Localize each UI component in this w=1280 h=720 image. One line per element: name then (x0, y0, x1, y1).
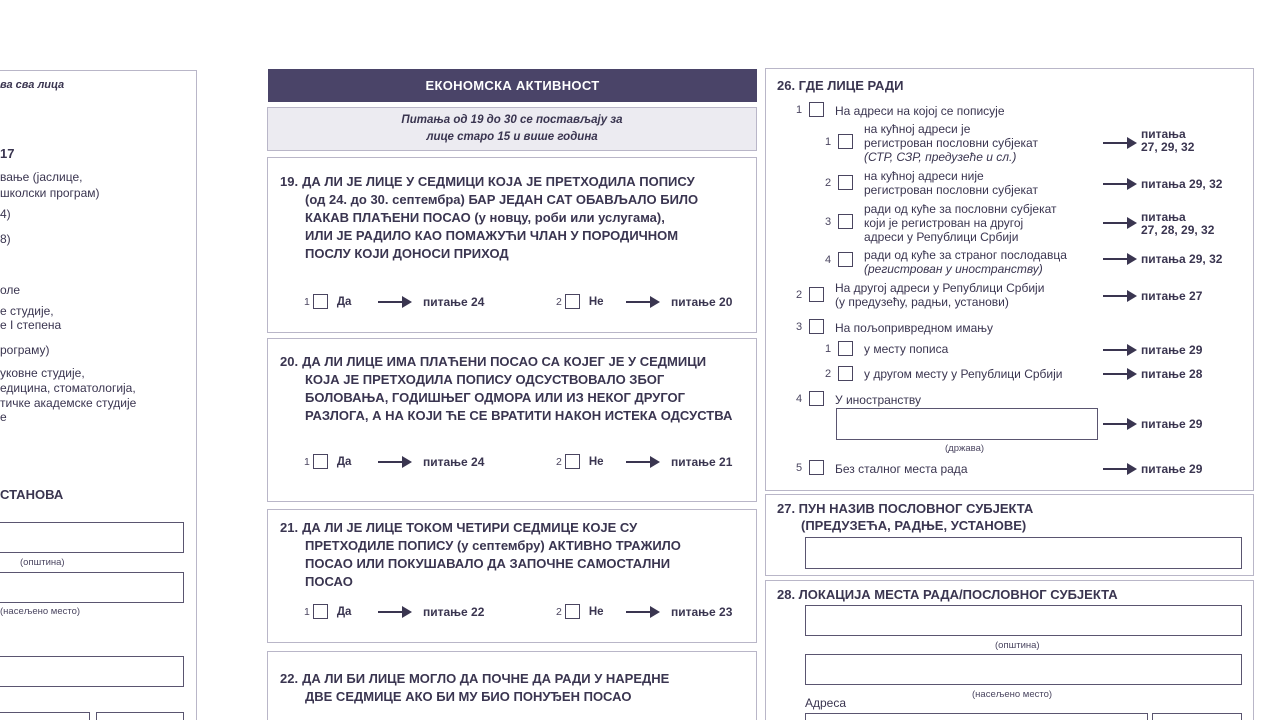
q26-opt5-checkbox[interactable] (809, 460, 824, 475)
question-line: ПРЕТХОДИЛЕ ПОПИСУ (у септембру) АКТИВНО ТРАЖИЛО (305, 538, 681, 553)
question-21-text (280, 519, 681, 591)
option-number: 4 (825, 254, 832, 266)
q26-opt3-label: На пољопривредном имању (835, 321, 993, 335)
left-section-title: СТАНОВА (0, 487, 64, 502)
label-line: адреси у Републици Србији (864, 230, 1019, 244)
business-name-input[interactable] (805, 537, 1242, 569)
option-number: 4 (796, 393, 803, 405)
question-26-title: 26. ГДЕ ЛИЦЕ РАДИ (777, 78, 904, 93)
address-input[interactable] (0, 656, 184, 687)
label-line: регистрован пословни субјекат (864, 183, 1038, 197)
option-label: Не (588, 605, 604, 618)
arrow-icon (1103, 463, 1137, 475)
left-text-fragment: е (0, 410, 7, 424)
q26-opt5-skip: питање 29 (1141, 462, 1203, 476)
question-line: ПОСАО ИЛИ ПОКУШАВАЛО ДА ЗАПОЧНЕ САМОСТАЛНИ (305, 556, 671, 571)
question-28-title: 28. ЛОКАЦИЈА МЕСТА РАДА/ПОСЛОВНОГ СУБЈЕКТА (777, 587, 1118, 602)
arrow-icon (1103, 137, 1137, 149)
question-line: КОЈА ЈЕ ПРЕТХОДИЛА ПОПИСУ ОДСУСТВОВАЛО ЗБОГ (305, 372, 665, 387)
q20-option-yes[interactable] (304, 454, 351, 469)
arrow-icon (1103, 344, 1137, 356)
left-heading-fragment: ва сва лица (0, 79, 65, 91)
left-text-fragment: школски програм) (0, 186, 100, 200)
work-municipality-label: (општина) (995, 640, 1040, 651)
q26-opt3-checkbox[interactable] (809, 319, 824, 334)
q26-opt1-3-label (864, 202, 1057, 244)
label-line: ради од куће за пословни субјекат (864, 202, 1057, 216)
question-line: ДА ЛИ ЛИЦЕ ИМА ПЛАЋЕНИ ПОСАО СА КОЈЕГ ЈЕ У СЕДМИЦИ (302, 354, 707, 369)
q26-opt1-1-label (864, 122, 1038, 164)
q26-opt2-skip: питање 27 (1141, 289, 1203, 303)
q19-yes-checkbox[interactable] (313, 294, 328, 309)
option-number: 3 (796, 321, 803, 333)
street-input[interactable] (0, 712, 90, 720)
q19-option-yes[interactable] (304, 294, 351, 309)
question-line: ДА ЛИ ЈЕ ЛИЦЕ У СЕДМИЦИ КОЈА ЈЕ ПРЕТХОДИЛА ПОПИСУ (302, 174, 695, 189)
left-text-fragment: е студије, (0, 304, 54, 318)
left-text-fragment: оле (0, 283, 21, 297)
option-number: 2 (556, 605, 562, 618)
municipality-label: (општина) (20, 557, 65, 568)
q26-opt1-3-checkbox[interactable] (838, 214, 853, 229)
settlement-input[interactable] (0, 572, 184, 603)
work-number-input[interactable] (1152, 713, 1242, 720)
q26-opt3-1-skip: питање 29 (1141, 343, 1203, 357)
option-number: 2 (556, 455, 562, 468)
label-line: који је регистрован на другој (864, 216, 1024, 230)
q26-opt1-label: На адреси на којој се пописује (835, 104, 1005, 118)
question-line: ДВЕ СЕДМИЦЕ АКО БИ МУ БИО ПОНУЂЕН ПОСАО (305, 689, 632, 704)
q26-opt3-2-skip: питање 28 (1141, 367, 1203, 381)
left-text-fragment: е I степена (0, 318, 62, 332)
work-settlement-input[interactable] (805, 654, 1242, 685)
q26-opt2-label (835, 281, 1044, 309)
question-27-title (777, 500, 1033, 534)
arrow-icon (626, 606, 660, 618)
q26-opt3-1-checkbox[interactable] (838, 341, 853, 356)
arrow-icon (1103, 178, 1137, 190)
municipality-input[interactable] (0, 522, 184, 553)
title-line: 27. ПУН НАЗИВ ПОСЛОВНОГ СУБЈЕКТА (777, 501, 1034, 516)
q26-opt1-checkbox[interactable] (809, 102, 824, 117)
q20-no-checkbox[interactable] (565, 454, 580, 469)
q26-opt1-4-skip: питања 29, 32 (1141, 252, 1223, 266)
question-line: ИЛИ ЈЕ РАДИЛО КАО ПОМАЖУЋИ ЧЛАН У ПОРОДИЧНОМ (305, 228, 679, 243)
skip-line: питања (1141, 127, 1186, 141)
option-label: Да (336, 295, 352, 308)
skip-line: питања (1141, 210, 1186, 224)
work-street-input[interactable] (805, 713, 1148, 720)
left-text-fragment: вање (јаслице, (0, 170, 83, 184)
option-number: 2 (556, 295, 562, 308)
option-number: 1 (304, 605, 310, 618)
left-number-fragment: 17 (0, 146, 15, 161)
country-label: (држава) (945, 443, 985, 454)
q26-opt1-4-checkbox[interactable] (838, 252, 853, 267)
q26-opt1-2-label (864, 169, 1038, 197)
label-line: на кућној адреси је (864, 122, 971, 136)
option-number: 5 (796, 462, 803, 474)
option-number: 1 (825, 136, 832, 148)
q21-no-checkbox[interactable] (565, 604, 580, 619)
q26-opt3-2-label: у другом месту у Републици Србији (864, 367, 1063, 381)
q26-opt5-label: Без сталног места рада (835, 462, 968, 476)
option-label: Да (336, 455, 352, 468)
question-line: ПОСАО (305, 574, 353, 589)
number-input[interactable] (96, 712, 184, 720)
left-text-fragment: уковне студије, (0, 366, 85, 380)
option-label: Да (336, 605, 352, 618)
label-line: на кућној адреси није (864, 169, 984, 183)
label-line: регистрован пословни субјекат (864, 136, 1038, 150)
question-number: 22. (280, 671, 299, 686)
left-text-fragment: 8) (0, 232, 11, 246)
q26-opt1-1-skip (1141, 128, 1194, 154)
q26-opt4-label: У иностранству (835, 393, 922, 407)
arrow-icon (378, 606, 412, 618)
label-line: ради од куће за страног послодавца (864, 248, 1067, 262)
question-line: ПОСЛУ КОЈИ ДОНОСИ ПРИХОД (305, 246, 509, 261)
q26-opt4-skip: питање 29 (1141, 417, 1203, 431)
instructions-line: лице старо 15 и више година (426, 131, 598, 143)
left-text-fragment: тичке академске студије (0, 396, 137, 410)
title-line: (ПРЕДУЗЕЋА, РАДЊЕ, УСТАНОВЕ) (801, 518, 1027, 533)
q21-yes-skip: питање 22 (423, 605, 485, 619)
question-number: 20. (280, 354, 299, 369)
q21-option-yes[interactable] (304, 604, 351, 619)
question-line: (од 24. до 30. септембра) БАР ЈЕДАН САТ ОБАВЉАЛО БИЛО (305, 192, 699, 207)
option-label: Не (588, 295, 604, 308)
option-number: 1 (825, 343, 832, 355)
q21-option-no[interactable] (556, 604, 604, 619)
arrow-icon (378, 296, 412, 308)
country-input[interactable] (836, 408, 1098, 440)
question-line: РАЗЛОГА, А НА КОЈИ ЋЕ СЕ ВРАТИТИ НАКОН ИСТЕКА ОДСУСТВА (305, 408, 733, 423)
left-form-panel (0, 70, 197, 720)
label-line: (СТР, СЗР, предузеће и сл.) (864, 150, 1017, 164)
option-number: 1 (304, 455, 310, 468)
q26-opt3-2-checkbox[interactable] (838, 366, 853, 381)
question-line: БОЛОВАЊА, ГОДИШЊЕГ ОДМОРА ИЛИ ИЗ НЕКОГ ДРУГОГ (305, 390, 685, 405)
option-label: Не (588, 455, 604, 468)
question-22-text (280, 670, 669, 706)
q26-opt2-checkbox[interactable] (809, 287, 824, 302)
work-settlement-label: (насељено место) (972, 689, 1053, 700)
arrow-icon (1103, 290, 1137, 302)
option-number: 1 (304, 295, 310, 308)
question-number: 19. (280, 174, 299, 189)
q19-option-no[interactable] (556, 294, 604, 309)
settlement-label: (насељено место) (0, 606, 81, 617)
left-text-fragment: рограму) (0, 343, 50, 357)
left-text-fragment: едицина, стоматологија, (0, 381, 136, 395)
q19-no-skip: питање 20 (671, 295, 733, 309)
arrow-icon (1103, 368, 1137, 380)
question-line: КАКАВ ПЛАЋЕНИ ПОСАО (у новцу, роби или услугама), (305, 210, 665, 225)
q20-option-no[interactable] (556, 454, 604, 469)
q20-yes-checkbox[interactable] (313, 454, 328, 469)
arrow-icon (626, 456, 660, 468)
arrow-icon (626, 296, 660, 308)
q20-no-skip: питање 21 (671, 455, 733, 469)
q26-opt1-1-checkbox[interactable] (838, 134, 853, 149)
arrow-icon (378, 456, 412, 468)
q26-opt1-2-checkbox[interactable] (838, 175, 853, 190)
question-19-text (280, 173, 698, 263)
arrow-icon (1103, 253, 1137, 265)
q21-yes-checkbox[interactable] (313, 604, 328, 619)
question-20-text (280, 353, 732, 425)
skip-line: 27, 29, 32 (1141, 140, 1195, 154)
question-line: ДА ЛИ ЈЕ ЛИЦЕ ТОКОМ ЧЕТИРИ СЕДМИЦЕ КОЈЕ СУ (302, 520, 638, 535)
arrow-icon (1103, 217, 1137, 229)
q19-no-checkbox[interactable] (565, 294, 580, 309)
left-text-fragment: 4) (0, 207, 11, 221)
q21-no-skip: питање 23 (671, 605, 733, 619)
q26-opt1-2-skip: питања 29, 32 (1141, 177, 1223, 191)
label-line: (регистрован у иностранству) (864, 262, 1043, 276)
q19-yes-skip: питање 24 (423, 295, 485, 309)
label-line: (у предузећу, радњи, установи) (835, 295, 1009, 309)
instructions-line: Питања од 19 до 30 се постављају за (401, 114, 623, 126)
question-number: 21. (280, 520, 299, 535)
q20-yes-skip: питање 24 (423, 455, 485, 469)
q26-opt1-4-label (864, 248, 1067, 276)
option-number: 3 (825, 216, 832, 228)
section-instructions (267, 107, 757, 151)
work-address-label: Адреса (805, 696, 847, 710)
q26-opt4-checkbox[interactable] (809, 391, 824, 406)
skip-line: 27, 28, 29, 32 (1141, 223, 1215, 237)
option-number: 2 (796, 289, 803, 301)
q26-opt1-3-skip (1141, 211, 1214, 237)
option-number: 2 (825, 368, 832, 380)
q26-opt3-1-label: у месту пописа (864, 342, 949, 356)
question-line: ДА ЛИ БИ ЛИЦЕ МОГЛО ДА ПОЧНЕ ДА РАДИ У НАРЕДНЕ (302, 671, 670, 686)
option-number: 1 (796, 104, 803, 116)
section-header: ЕКОНОМСКА АКТИВНОСТ (268, 69, 757, 102)
label-line: На другој адреси у Републици Србији (835, 281, 1045, 295)
arrow-icon (1103, 418, 1137, 430)
work-municipality-input[interactable] (805, 605, 1242, 636)
option-number: 2 (825, 177, 832, 189)
